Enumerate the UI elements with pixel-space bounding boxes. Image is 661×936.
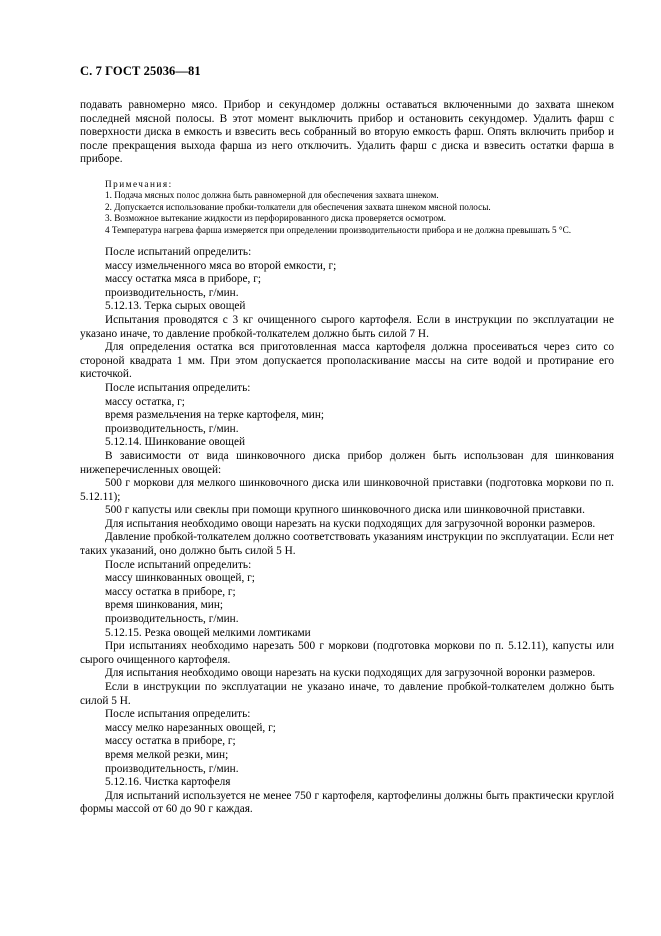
text-line: массу шинкованных овощей, г; (105, 572, 255, 585)
text-line: время шинкования, мин; (105, 599, 224, 612)
text-paragraph: Испытания проводятся с 3 кг очищенного сырого картофеля. Если в инструкции по эксплуатации не указано иначе, то давление пробкой-толкателем должно быть силой 7 Н. (80, 313, 614, 340)
text-line: массу остатка в приборе, г; (105, 585, 236, 598)
text-line: производительность, г/мин. (105, 613, 239, 626)
note-item: 1. Подача мясных полос должна быть равномерной для обеспечения захвата шнеком. (105, 190, 439, 201)
notes-block (80, 179, 614, 236)
notes-title: Примечания: (105, 178, 173, 189)
note-item: 3. Возможное вытекание жидкости из перфорированного диска проверяется осмотром. (105, 213, 446, 224)
text-line: массу остатка в приборе, г; (105, 735, 236, 748)
text-paragraph: 500 г моркови для мелкого шинковочного диска или шинковочной приставки (подготовка моркови по п. 5.12.11); (80, 477, 614, 503)
text-line: время мелкой резки, мин; (105, 748, 229, 761)
intro-paragraph: подавать равномерно мясо. Прибор и секундомер должны оставаться включенными до захвата шнеком последней мясной полосы. В этот момент выключить прибор и остановить секундомер. Удалить фарш с поверхности диска в емкость и взвесить весь собранный во вторую емкость фарш. Опять включить прибор и после прекращения выхода фарша из него отключить. Удалить фарш с диска и взвесить остатки фарша в приборе. (80, 99, 614, 166)
section-heading: 5.12.14. Шинкование овощей (105, 436, 246, 449)
text-line: производительность, г/мин. (105, 762, 239, 775)
page-header: С. 7 ГОСТ 25036—81 (80, 64, 201, 78)
text-paragraph: Для испытаний используется не менее 750 г картофеля, картофелины должны быть практически круглой формы массой от 60 до 90 г каждая. (80, 789, 614, 816)
text-line: время размельчения на терке картофеля, мин; (105, 409, 325, 422)
text-paragraph: Для испытания необходимо овощи нарезать на куски подходящих для загрузочной воронки размеров. (105, 517, 596, 530)
text-line: массу мелко нарезанных овощей, г; (105, 721, 276, 734)
text-paragraph: Для определения остатка вся приготовленная масса картофеля должна просеиваться через сито со стороной квадрата 1 мм. При этом допускается прополаскивание массы на сите водой и протирание его кисточкой. (80, 341, 614, 381)
text-paragraph: Для испытания необходимо овощи нарезать на куски подходящих для загрузочной воронки размеров. (105, 667, 596, 680)
section-heading: 5.12.15. Резка овощей мелкими ломтиками (105, 626, 311, 639)
text-paragraph: В зависимости от вида шинковочного диска прибор должен быть использован для шинкования нижеперечисленных овощей: (80, 449, 614, 476)
text-line: массу остатка, г; (105, 395, 185, 408)
text-line: После испытания определить: (105, 381, 251, 394)
text-line: производительность, г/мин. (105, 422, 239, 435)
section-heading: 5.12.13. Терка сырых овощей (105, 300, 246, 313)
note-item: 2. Допускается использование пробки-толкатели для обеспечения захвата шнеком мясной полосы. (105, 201, 491, 212)
text-line: производительность, г/мин. (105, 286, 239, 299)
text-line: массу остатка мяса в приборе, г; (105, 273, 261, 286)
text-paragraph: При испытаниях необходимо нарезать 500 г моркови (подготовка моркови по п. 5.12.11), капусты или сырого очищенного картофеля. (80, 640, 614, 666)
text-line: После испытания определить: (105, 708, 251, 721)
section-heading: 5.12.16. Чистка картофеля (105, 776, 231, 789)
note-item: 4 Температура нагрева фарша измеряется при определении производительности прибора и не должна превышать 5 °С. (105, 224, 572, 235)
text-line: После испытаний определить: (105, 558, 252, 571)
text-line: массу измельченного мяса во второй емкости, г; (105, 259, 337, 272)
text-line: После испытаний определить: (105, 246, 252, 258)
document-page (80, 64, 614, 817)
text-paragraph: Если в инструкции по эксплуатации не указано иначе, то давление пробкой-толкателем должно быть силой 5 Н. (80, 681, 614, 707)
text-paragraph: Давление пробкой-толкателем должно соответствовать указаниям инструкции по эксплуатации. Если нет таких указаний, оно должно быть силой 5 Н. (80, 531, 614, 558)
text-paragraph: 500 г капусты или свеклы при помощи крупного шинковочного диска или шинковочной приставки. (105, 504, 585, 517)
